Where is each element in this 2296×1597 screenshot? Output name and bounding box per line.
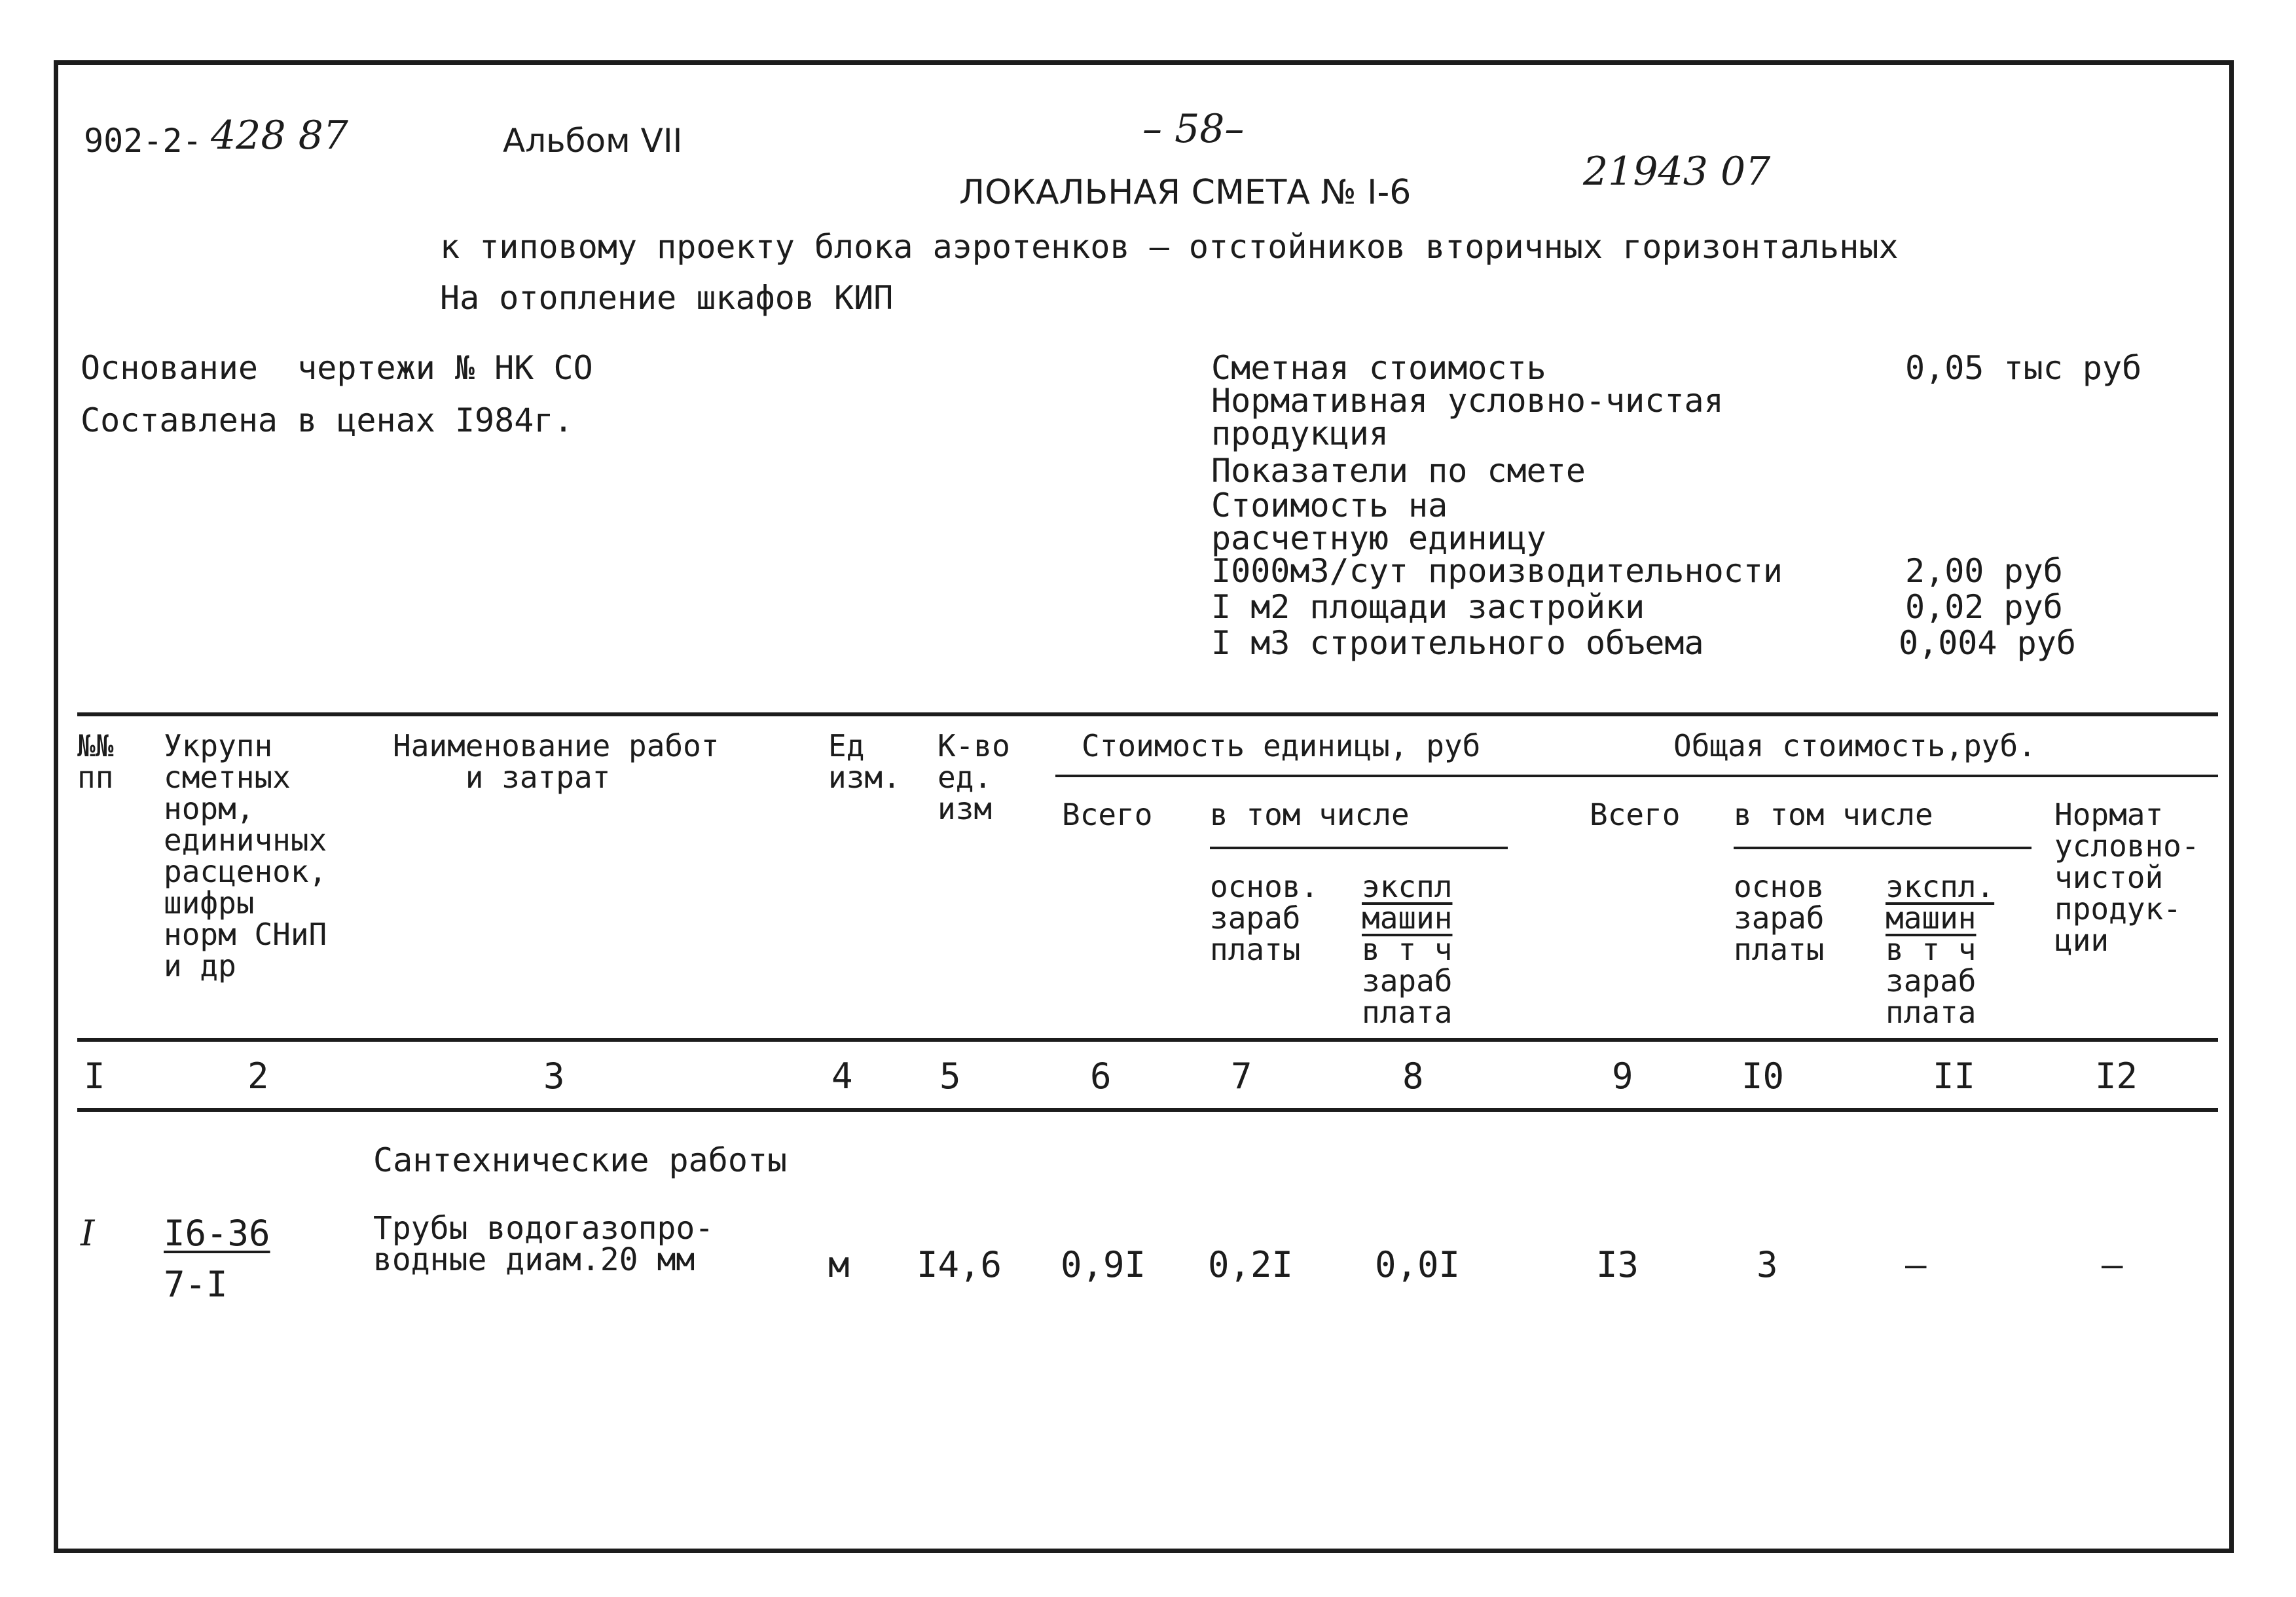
row-total: I3	[1596, 1244, 1639, 1285]
row-unit-machines: 0,0I	[1375, 1244, 1461, 1285]
page-number: – 58–	[1142, 106, 1245, 152]
column-number-12: I2	[2095, 1055, 2138, 1097]
indicator-3-label: I м3 строительного объема	[1211, 624, 1704, 662]
project-subtitle: к типовому проекту блока аэротенков – отстойников вторичных горизонтальных	[440, 228, 1899, 266]
indicator-3-value: 0,004 руб	[1899, 624, 2076, 662]
row-normative: –	[2102, 1244, 2123, 1285]
header-bottom-rule	[77, 1038, 2218, 1042]
section-title: Сантехнические работы	[373, 1141, 788, 1179]
estimated-cost-label: Сметная стоимость	[1211, 349, 1546, 387]
col-header-name: Наименование работ и затрат	[393, 728, 720, 795]
indicator-1-value: 2,00 руб	[1905, 552, 2063, 590]
album-label: Альбом VII	[503, 122, 683, 160]
row-code-2: 7-I	[164, 1264, 228, 1305]
column-number-1: I	[84, 1055, 105, 1097]
col-header-total-wage: основ зараб платы	[1734, 869, 1825, 967]
estimate-title: ЛОКАЛЬНАЯ СМЕТА № I-6	[959, 173, 1412, 212]
row-unit-wage: 0,2I	[1208, 1244, 1294, 1285]
basis-line-2: Составлена в ценах I984г.	[81, 401, 574, 439]
column-number-10: I0	[1741, 1055, 1785, 1097]
archive-number: 21943 07	[1583, 149, 1771, 194]
subgroup-rule-unit	[1210, 847, 1508, 849]
normative-label-1: Нормативная условно-чистая	[1211, 382, 1724, 420]
column-numbers-rule	[77, 1108, 2218, 1112]
table-top-rule	[77, 712, 2218, 716]
row-name: Трубы водогазопро- водные диам.20 мм	[373, 1210, 714, 1278]
doc-code-handwritten: 428 87	[211, 113, 348, 158]
col-header-unit-cost-group: Стоимость единицы, руб	[1082, 728, 1481, 763]
indicator-2-value: 0,02 руб	[1905, 588, 2063, 626]
row-total-machines: –	[1905, 1244, 1927, 1285]
row-total-wage: 3	[1757, 1244, 1778, 1285]
col-header-normative: Нормат условно- чистой продук- ции	[2054, 797, 2200, 958]
col-header-total-including: в том числе	[1734, 797, 1933, 832]
column-number-4: 4	[831, 1055, 853, 1097]
indicator-2-label: I м2 площади застройки	[1211, 588, 1645, 626]
column-number-3: 3	[543, 1055, 565, 1097]
col-header-unit-total: Всего	[1062, 797, 1153, 832]
row-number: I	[81, 1213, 95, 1254]
col-header-total-machines: экспл. машин	[1886, 869, 1995, 936]
col-header-unit-machines-wage: в т ч зараб плата	[1362, 932, 1453, 1030]
column-number-11: II	[1933, 1055, 1976, 1097]
doc-code-prefix: 902-2-	[84, 122, 202, 160]
row-unit-total: 0,9I	[1061, 1244, 1146, 1285]
column-number-7: 7	[1231, 1055, 1252, 1097]
row-code-1: I6-36	[164, 1213, 270, 1254]
row-unit: м	[828, 1244, 850, 1285]
column-number-9: 9	[1612, 1055, 1633, 1097]
group-header-rule	[1055, 775, 2218, 777]
estimated-cost-value: 0,05 тыс руб	[1905, 349, 2142, 387]
subgroup-rule-total	[1734, 847, 2032, 849]
normative-label-2: продукция	[1211, 414, 1389, 452]
indicator-1-label: I000м3/сут производительности	[1211, 552, 1783, 590]
row-qty: I4,6	[917, 1244, 1002, 1285]
column-number-8: 8	[1402, 1055, 1424, 1097]
column-number-6: 6	[1090, 1055, 1112, 1097]
col-header-total-cost-group: Общая стоимость,руб.	[1673, 728, 2036, 763]
col-header-unit-including: в том числе	[1210, 797, 1410, 832]
col-header-code: Укрупн сметных норм, единичных расценок, шифры норм СНиП и др	[164, 728, 327, 983]
col-header-unit-machines: экспл машин	[1362, 869, 1453, 936]
indicators-label: Показатели по смете	[1211, 452, 1586, 490]
col-header-total-machines-wage: в т ч зараб плата	[1886, 932, 1977, 1030]
column-number-2: 2	[247, 1055, 269, 1097]
col-header-total: Всего	[1590, 797, 1681, 832]
basis-line-1: Основание чертежи № НК СО	[81, 349, 593, 387]
unit-cost-label-1: Стоимость на	[1211, 486, 1448, 524]
col-header-qty: К-во ед. изм	[938, 728, 1010, 826]
col-header-unit-wage: основ. зараб платы	[1210, 869, 1319, 967]
column-number-5: 5	[939, 1055, 961, 1097]
unit-cost-label-2: расчетную единицу	[1211, 519, 1546, 557]
col-header-number: №№ пп	[77, 728, 114, 795]
estimate-purpose: На отопление шкафов КИП	[440, 279, 894, 317]
col-header-unit: Ед изм.	[828, 728, 901, 795]
